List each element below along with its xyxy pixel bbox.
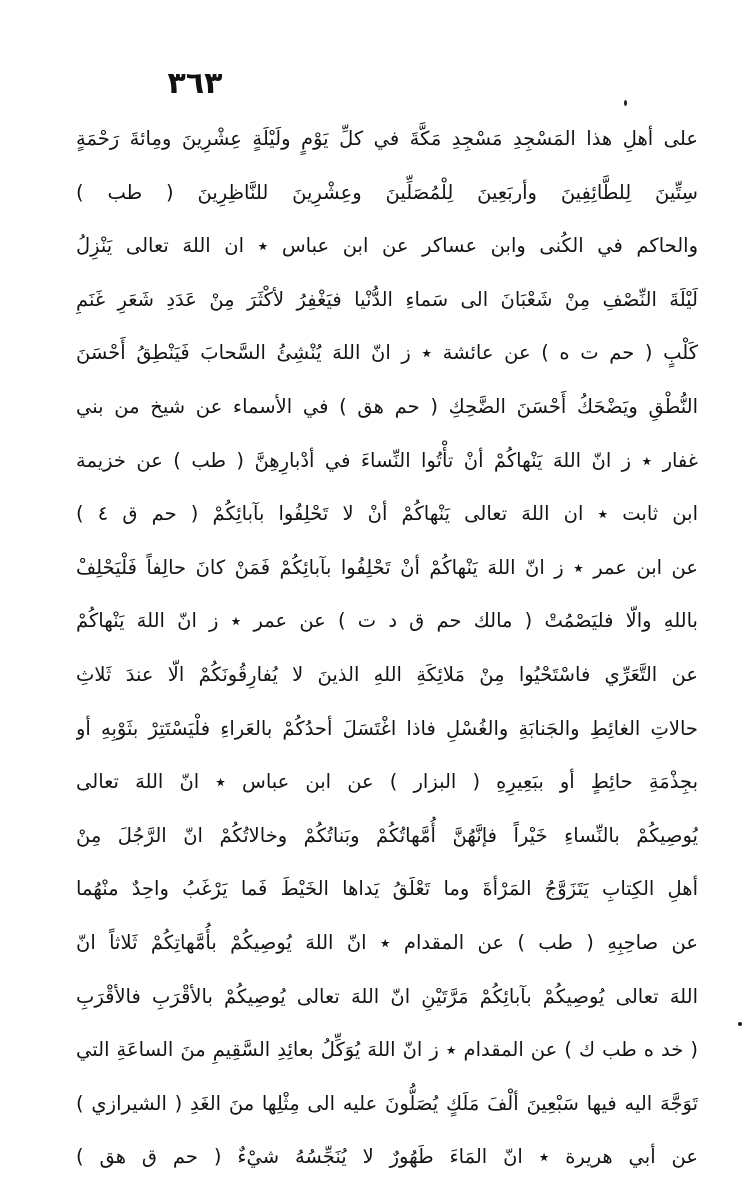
text-line-12: حالاتِ الغائِطِ والجَنابَةِ والغُسْلِ فاذا اغْتَسَلَ أحدُكُمْ بالعَراءِ فلْيَسْتَتِرْ بثَوْبِهِ أو: [76, 716, 698, 740]
ink-mark-top: [624, 100, 627, 106]
text-line-11: عن التَّعَرِّي فاسْتَحْيُوا مِنْ مَلائِكَةِ اللهِ الذينَ لا يُفارِقُونَكُمْ الّا عندَ ثَلاثِ: [76, 662, 698, 686]
text-line-17: اللهَ تعالى يُوصِيكُمْ بآبائِكُمْ مَرَّتَيْنِ انّ اللهَ تعالى يُوصِيكُمْ بالأقْرَبِ فالأقْرَبِ: [76, 984, 698, 1008]
text-line-10: باللهِ والّا فليَصْمُتْ ( مالك حم ق د ت ) عن عمر ٭ ز انّ اللهَ يَنْهاكُمْ: [76, 609, 698, 633]
page-number: ٣٦٣: [167, 66, 223, 101]
text-line-2: سِتِّينَ لِلطَّائِفِينَ وأربَعِينَ لِلْمُصَلِّينَ وعِشْرِينَ للنَّاظِرِينَ ( طب ): [76, 180, 698, 204]
body-text: [76, 112, 698, 1184]
text-line-4: لَيْلَةَ النِّصْفِ مِنْ شَعْبَانَ الى سَماءِ الدُّنْيا فيَغْفِرُ لأكْثَرَ مِنْ عَدَدِ شَعَرِ غَنَمِ: [76, 287, 698, 311]
text-line-3: والحاكم في الكُنى وابن عساكر عن ابن عباس ٭ ان اللهَ تعالى يَنْزِلُ: [76, 234, 698, 258]
ink-mark-margin: [738, 1022, 742, 1026]
text-line-9: عن ابن عمر ٭ ز انّ اللهَ يَنْهاكُمْ أنْ تَحْلِفُوا بآبائِكُمْ فَمَنْ كانَ حالِفاً فَلْيَحْلِفْ: [76, 555, 698, 579]
text-line-19: تَوَجَّهَ اليه فيها سَبْعِينَ ألْفَ مَلَكٍ يُصَلُّونَ عليه الى مِثْلِها منَ الغَدِ ( الشيرازي ): [76, 1091, 698, 1115]
text-line-18: ( خد ه طب ك ) عن المقدام ٭ ز انّ اللهَ يُوَكِّلُ بعائِدِ السَّقِيمِ منَ الساعَةِ التي: [76, 1038, 698, 1062]
text-line-16: عن صاحِبِهِ ( طب ) عن المقدام ٭ انّ اللهَ يُوصِيكُمْ بأُمَّهاتِكُمْ ثَلاثاً انّ: [76, 930, 698, 954]
text-line-14: يُوصِيكُمْ بالنِّساءِ خَيْراً فإنَّهُنَّ أُمَّهاتُكُمْ وبَناتُكُمْ وخالاتُكُمْ انّ الرَّجُلَ مِنْ: [76, 823, 698, 847]
text-line-7: غفار ٭ ز انّ اللهَ يَنْهاكُمْ أنْ تأْتُوا النِّساءَ في أدْبارِهِنَّ ( طب ) عن خزيمة: [76, 448, 698, 472]
text-line-15: أهلِ الكِتابِ يَتَزَوَّجُ المَرْأةَ وما تَعْلَقُ يَداها الخَيْطَ فَما يَرْغَبُ واحِدٌ منْهُما: [76, 877, 698, 901]
text-line-13: بجِذْمَةِ حائِطٍ أو ببَعِيرِهِ ( البزار ) عن ابن عباس ٭ انّ اللهَ تعالى: [76, 770, 698, 794]
text-line-1: على أهلِ هذا المَسْجِدِ مَسْجِدِ مَكَّةَ في كلِّ يَوْمٍ ولَيْلَةٍ عِشْرِينَ ومِائةَ رَحْمَةٍ: [76, 127, 698, 150]
text-line-5: كَلْبٍ ( حم ت ه ) عن عائشة ٭ ز انّ اللهَ يُنْشِئُ السَّحابَ فَيَنْطِقُ أَحْسَنَ: [76, 341, 698, 365]
text-line-8: ابن ثابت ٭ ان اللهَ تعالى يَنْهاكُمْ أنْ لا تَحْلِفُوا بآبائِكُمْ ( حم ق ٤ ): [76, 502, 698, 526]
text-line-6: النُّطْقِ ويَضْحَكُ أَحْسَنَ الضَّحِكِ ( حم هق ) في الأسماء عن شيخ من بني: [76, 394, 698, 418]
text-line-20: عن أبي هريرة ٭ انّ المَاءَ طَهُورٌ لا يُنَجِّسُهُ شيْءٌ ( حم ق هق ): [76, 1145, 698, 1169]
